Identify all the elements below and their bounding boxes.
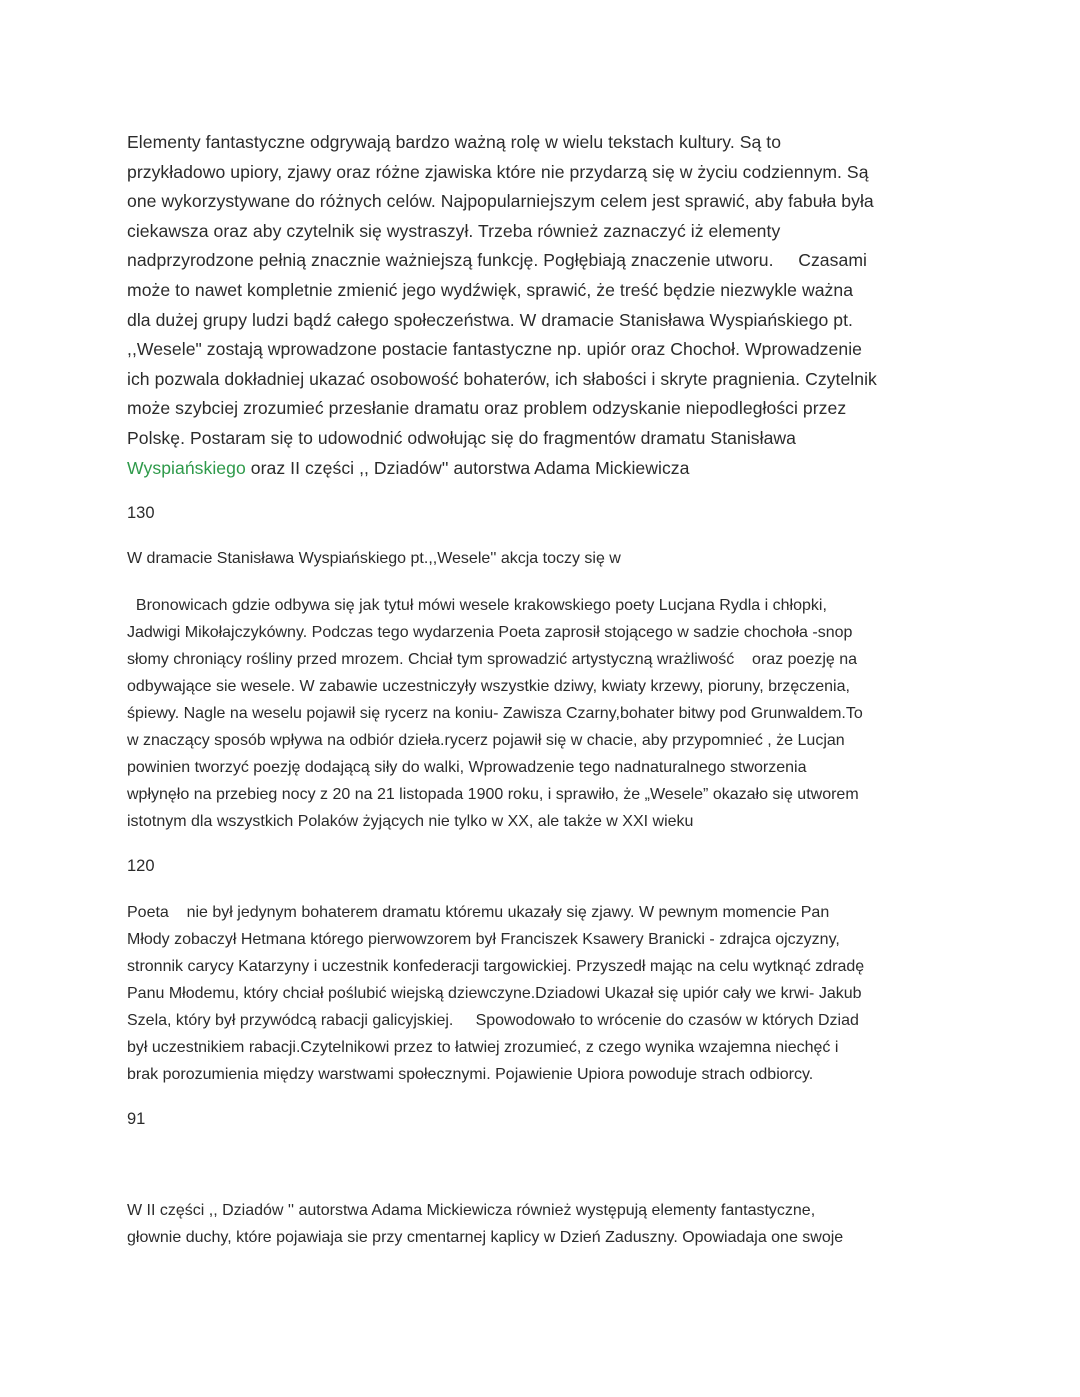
- text-line: śpiewy. Nagle na weselu pojawił się rycerz na koniu- Zawisza Czarny,bohater bitwy pod Grunwaldem.To: [127, 705, 863, 722]
- text-line: wpłynęło na przebieg nocy z 20 na 21 listopada 1900 roku, i sprawiło, że „Wesele” okazało się utworem: [127, 786, 859, 803]
- text-line-last: [127, 454, 957, 484]
- text-line: W II części ,, Dziadów '' autorstwa Adama Mickiewicza również występują elementy fantastyczne,: [127, 1202, 816, 1219]
- text-line: odbywające sie wesele. W zabawie uczestniczyły wszystkie dziwy, kwiaty krzewy, pioruny, brzęczenia,: [127, 678, 850, 695]
- text-line: Poeta nie był jedynym bohaterem dramatu któremu ukazały się zjawy. W pewnym momencie Pan: [127, 904, 830, 921]
- text-line: brak porozumienia między warstwami społecznymi. Pojawienie Upiora powoduje strach odbiorcy.: [127, 1066, 814, 1083]
- text-line: dla dużej grupy ludzi bądź całego społeczeństwa. W dramacie Stanisława Wyspiańskiego pt.: [127, 309, 853, 330]
- text-line: ,,Wesele" zostają wprowadzone postacie fantastyczne np. upiór oraz Chochoł. Wprowadzenie: [127, 339, 862, 360]
- text-line: nadprzyrodzone pełnią znacznie ważniejszą funkcję. Pogłębiają znaczenie utworu. Czasami: [127, 250, 867, 271]
- text-line: słomy chroniący rośliny przed mrozem. Chciał tym sprowadzić artystyczną wrażliwość oraz poezję na: [127, 651, 858, 668]
- text-line: one wykorzystywane do różnych celów. Najpopularniejszym celem jest sprawić, aby fabuła była: [127, 191, 874, 212]
- word-count-2: 120: [127, 857, 155, 875]
- word-count-1: 130: [127, 504, 155, 522]
- text-line: Szela, który był przywódcą rabacji galicyjskiej. Spowodowało to wrócenie do czasów w których Dziad: [127, 1012, 859, 1029]
- text-line: może szybciej zrozumieć przesłanie dramatu oraz problem odzyskanie niepodległości przez: [127, 398, 847, 419]
- word-count-3: 91: [127, 1110, 146, 1128]
- section-heading-wesele: W dramacie Stanisława Wyspiańskiego pt.,,Wesele'' akcja toczy się w: [127, 550, 621, 567]
- text-line: ciekawsza oraz aby czytelnik się wystraszył. Trzeba również zaznaczyć iż elementy: [127, 220, 781, 241]
- text-line: Młody zobaczył Hetmana którego pierwowzorem był Franciszek Ksawery Branicki - zdrajca ojczyzny,: [127, 931, 840, 948]
- text-line: Elementy fantastyczne odgrywają bardzo ważną rolę w wielu tekstach kultury. Są to: [127, 132, 782, 152]
- dziady-paragraph: [127, 1197, 957, 1251]
- wesele-paragraph: [127, 592, 957, 835]
- text-line: Polskę. Postaram się to udowodnić odwołując się do fragmentów dramatu Stanisława: [127, 427, 796, 448]
- text-line-rest: oraz II części ,, Dziadów'' autorstwa Adama Mickiewicza: [245, 457, 690, 478]
- text-line: może to nawet kompletnie zmienić jego wydźwięk, sprawić, że treść będzie niezwykle ważna: [127, 279, 854, 300]
- text-line: powinien tworzyć poezję dodającą siły do walki, Wprowadzenie tego nadnaturalnego stworzenia: [127, 759, 807, 776]
- text-line: głownie duchy, które pojawiaja sie przy cmentarnej kaplicy w Dzień Zaduszny. Opowiadaja one swoje: [127, 1229, 844, 1246]
- text-line: ich pozwala dokładniej ukazać osobowość bohaterów, ich słabości i skryte pragnienia. Czytelnik: [127, 368, 877, 389]
- text-line: istotnym dla wszystkich Polaków żyjących nie tylko w XX, ale także w XXI wieku: [127, 813, 694, 830]
- highlighted-word: Wyspiańskiego: [127, 457, 246, 478]
- text-line: w znaczący sposób wpływa na odbiór dzieła.rycerz pojawił się w chacie, aby przypomnieć , że Lucjan: [127, 732, 845, 749]
- text-line: Bronowicach gdzie odbywa się jak tytuł mówi wesele krakowskiego poety Lucjana Rydla i chłopki,: [127, 597, 827, 614]
- intro-paragraph: [127, 128, 957, 483]
- text-line: był uczestnikiem rabacji.Czytelnikowi przez to łatwiej zrozumieć, z czego wynika wzajemna niechęć i: [127, 1039, 839, 1056]
- text-line: Panu Młodemu, który chciał poślubić wiejską dziewczyne.Dziadowi Ukazał się upiór cały we krwi- Jakub: [127, 985, 862, 1002]
- text-line: stronnik carycy Katarzyny i uczestnik konfederacji targowickiej. Przyszedł mając na celu wytknąć zdradę: [127, 958, 865, 975]
- text-line: Jadwigi Mikołajczykówny. Podczas tego wydarzenia Poeta zaprosił stojącego w sadzie chochoła -snop: [127, 624, 853, 641]
- poeta-paragraph: [127, 899, 957, 1088]
- text-line: przykładowo upiory, zjawy oraz różne zjawiska które nie przydarzą się w życiu codziennym. Są: [127, 161, 869, 182]
